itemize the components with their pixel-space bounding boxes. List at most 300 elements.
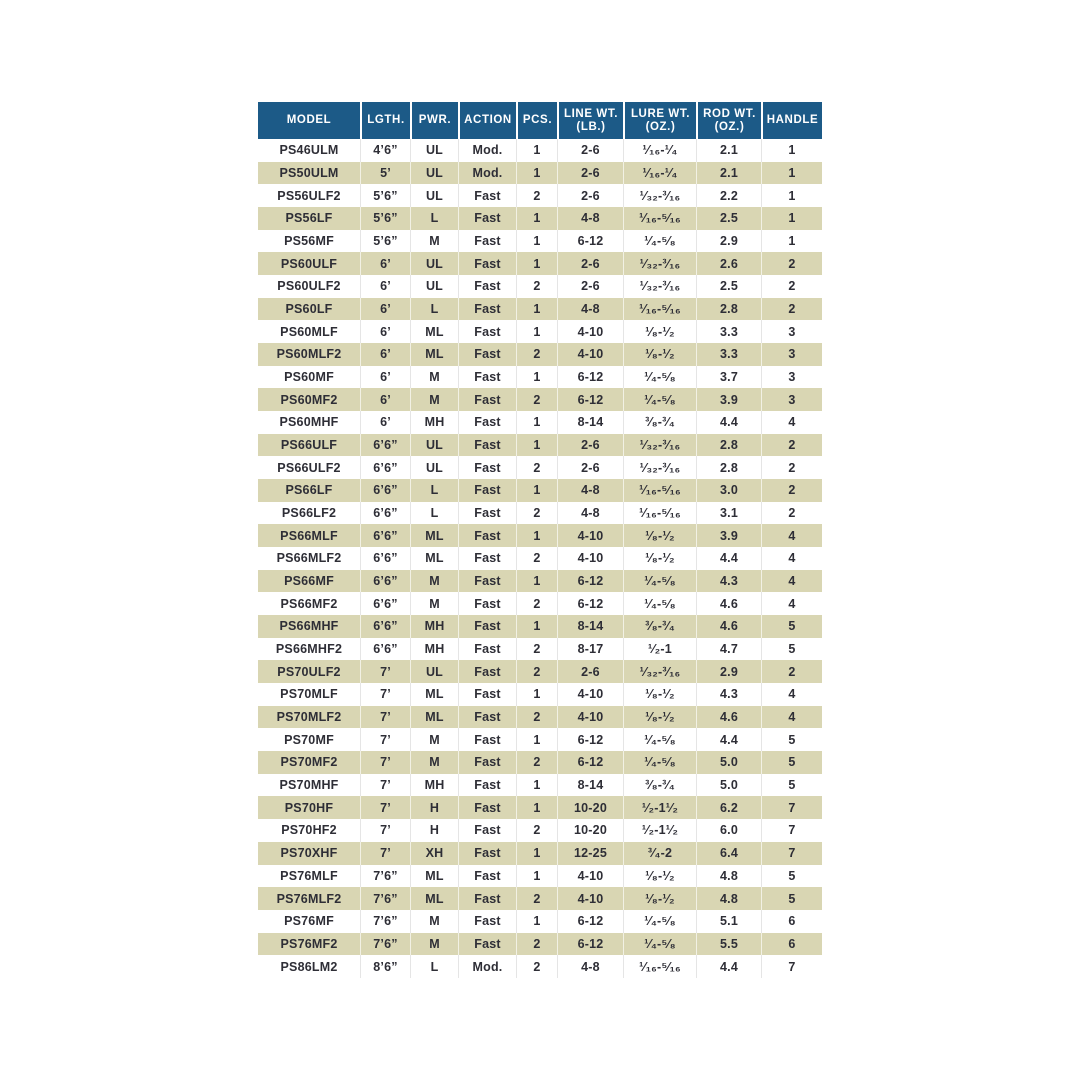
cell-line-wt: 4-10 [557, 865, 623, 888]
cell-lure-wt: ³⁄₈-³⁄₄ [623, 411, 696, 434]
cell-action: Fast [458, 865, 516, 888]
table-row [258, 366, 822, 389]
cell-pieces: 2 [516, 275, 557, 298]
cell-pieces: 1 [516, 910, 557, 933]
col-header-power [410, 102, 458, 139]
cell-model: PS60MF [258, 366, 360, 389]
cell-action: Fast [458, 819, 516, 842]
cell-length: 4’6” [360, 139, 410, 162]
cell-pieces: 2 [516, 955, 557, 978]
cell-line-wt: 2-6 [557, 456, 623, 479]
cell-pieces: 1 [516, 865, 557, 888]
cell-length: 6’ [360, 320, 410, 343]
col-header-lure-wt [623, 102, 696, 139]
cell-rod-wt: 3.9 [696, 524, 761, 547]
cell-power: M [410, 933, 458, 956]
cell-length: 5’6” [360, 184, 410, 207]
cell-length: 6’6” [360, 456, 410, 479]
cell-lure-wt: ¹⁄₄-⁵⁄₈ [623, 230, 696, 253]
header-row [258, 102, 822, 139]
cell-lure-wt: ¹⁄₁₆-⁵⁄₁₆ [623, 298, 696, 321]
cell-length: 6’6” [360, 638, 410, 661]
cell-handle: 4 [761, 411, 822, 434]
cell-action: Fast [458, 502, 516, 525]
cell-model: PS86LM2 [258, 955, 360, 978]
table-row [258, 865, 822, 888]
cell-pieces: 1 [516, 230, 557, 253]
cell-length: 6’ [360, 275, 410, 298]
cell-length: 7’ [360, 706, 410, 729]
cell-lure-wt: ¹⁄₈-¹⁄₂ [623, 706, 696, 729]
col-header-sub: (OZ.) [645, 120, 676, 133]
cell-action: Fast [458, 592, 516, 615]
cell-model: PS60MLF2 [258, 343, 360, 366]
cell-pieces: 1 [516, 252, 557, 275]
cell-line-wt: 10-20 [557, 819, 623, 842]
cell-lure-wt: ³⁄₈-³⁄₄ [623, 615, 696, 638]
col-header-handle [761, 102, 822, 139]
cell-rod-wt: 5.5 [696, 933, 761, 956]
table-row [258, 615, 822, 638]
cell-action: Fast [458, 933, 516, 956]
cell-rod-wt: 2.5 [696, 207, 761, 230]
cell-power: M [410, 388, 458, 411]
cell-action: Fast [458, 706, 516, 729]
cell-line-wt: 4-10 [557, 683, 623, 706]
cell-model: PS60ULF [258, 252, 360, 275]
col-header-label: PCS. [522, 114, 553, 126]
cell-lure-wt: ¹⁄₁₆-⁵⁄₁₆ [623, 955, 696, 978]
cell-handle: 5 [761, 865, 822, 888]
cell-length: 6’ [360, 366, 410, 389]
table-row [258, 660, 822, 683]
cell-line-wt: 6-12 [557, 910, 623, 933]
cell-line-wt: 6-12 [557, 933, 623, 956]
cell-pieces: 2 [516, 502, 557, 525]
cell-handle: 3 [761, 388, 822, 411]
table-row [258, 592, 822, 615]
cell-handle: 1 [761, 207, 822, 230]
cell-pieces: 1 [516, 683, 557, 706]
col-header-label: ROD WT. [703, 107, 756, 120]
cell-pieces: 1 [516, 796, 557, 819]
cell-action: Fast [458, 298, 516, 321]
cell-power: ML [410, 524, 458, 547]
cell-rod-wt: 2.9 [696, 660, 761, 683]
table-row [258, 910, 822, 933]
cell-lure-wt: ¹⁄₂-1¹⁄₂ [623, 796, 696, 819]
cell-model: PS60LF [258, 298, 360, 321]
cell-model: PS66MLF2 [258, 547, 360, 570]
cell-rod-wt: 2.8 [696, 434, 761, 457]
cell-model: PS70ULF2 [258, 660, 360, 683]
cell-model: PS76MF2 [258, 933, 360, 956]
cell-lure-wt: ¹⁄₄-⁵⁄₈ [623, 592, 696, 615]
cell-power: UL [410, 660, 458, 683]
cell-length: 6’6” [360, 434, 410, 457]
cell-power: M [410, 230, 458, 253]
cell-power: UL [410, 434, 458, 457]
cell-length: 6’ [360, 411, 410, 434]
cell-model: PS70XHF [258, 842, 360, 865]
cell-model: PS60MHF [258, 411, 360, 434]
cell-length: 6’6” [360, 524, 410, 547]
cell-rod-wt: 4.6 [696, 615, 761, 638]
cell-pieces: 1 [516, 570, 557, 593]
cell-action: Fast [458, 660, 516, 683]
cell-action: Fast [458, 842, 516, 865]
cell-lure-wt: ¹⁄₁₆-¹⁄₄ [623, 139, 696, 162]
cell-lure-wt: ¹⁄₃₂-³⁄₁₆ [623, 434, 696, 457]
table-row [258, 343, 822, 366]
table-row [258, 683, 822, 706]
table-row [258, 434, 822, 457]
cell-lure-wt: ¹⁄₄-⁵⁄₈ [623, 570, 696, 593]
cell-lure-wt: ¹⁄₈-¹⁄₂ [623, 683, 696, 706]
cell-rod-wt: 2.1 [696, 162, 761, 185]
cell-power: XH [410, 842, 458, 865]
cell-lure-wt: ¹⁄₈-¹⁄₂ [623, 320, 696, 343]
cell-model: PS66MHF2 [258, 638, 360, 661]
cell-handle: 4 [761, 592, 822, 615]
cell-handle: 7 [761, 955, 822, 978]
cell-length: 5’6” [360, 207, 410, 230]
cell-rod-wt: 4.7 [696, 638, 761, 661]
cell-power: M [410, 570, 458, 593]
cell-length: 6’6” [360, 547, 410, 570]
cell-handle: 2 [761, 479, 822, 502]
cell-rod-wt: 2.8 [696, 456, 761, 479]
cell-length: 7’6” [360, 865, 410, 888]
cell-rod-wt: 2.9 [696, 230, 761, 253]
table-row [258, 706, 822, 729]
col-header-label: MODEL [286, 114, 332, 126]
col-header-label: HANDLE [766, 114, 819, 126]
table-row [258, 207, 822, 230]
cell-handle: 4 [761, 524, 822, 547]
cell-length: 6’6” [360, 615, 410, 638]
cell-pieces: 1 [516, 842, 557, 865]
col-header-length [360, 102, 410, 139]
cell-pieces: 2 [516, 456, 557, 479]
cell-model: PS66MLF [258, 524, 360, 547]
cell-line-wt: 8-14 [557, 411, 623, 434]
cell-power: UL [410, 252, 458, 275]
cell-length: 6’6” [360, 592, 410, 615]
cell-power: UL [410, 184, 458, 207]
cell-power: M [410, 366, 458, 389]
cell-lure-wt: ³⁄₄-2 [623, 842, 696, 865]
cell-rod-wt: 5.1 [696, 910, 761, 933]
cell-line-wt: 2-6 [557, 434, 623, 457]
cell-length: 7’6” [360, 933, 410, 956]
cell-handle: 2 [761, 298, 822, 321]
cell-length: 8’6” [360, 955, 410, 978]
cell-rod-wt: 3.3 [696, 320, 761, 343]
cell-handle: 2 [761, 660, 822, 683]
cell-rod-wt: 4.8 [696, 887, 761, 910]
cell-model: PS66LF2 [258, 502, 360, 525]
cell-pieces: 2 [516, 388, 557, 411]
cell-model: PS70HF2 [258, 819, 360, 842]
cell-line-wt: 4-10 [557, 320, 623, 343]
cell-lure-wt: ¹⁄₃₂-³⁄₁₆ [623, 660, 696, 683]
cell-pieces: 1 [516, 434, 557, 457]
cell-handle: 5 [761, 638, 822, 661]
cell-power: L [410, 298, 458, 321]
cell-lure-wt: ¹⁄₄-⁵⁄₈ [623, 910, 696, 933]
table-row [258, 570, 822, 593]
table-row [258, 955, 822, 978]
table-row [258, 933, 822, 956]
cell-action: Fast [458, 570, 516, 593]
table-row [258, 320, 822, 343]
cell-handle: 6 [761, 933, 822, 956]
cell-pieces: 1 [516, 207, 557, 230]
cell-pieces: 2 [516, 660, 557, 683]
cell-pieces: 2 [516, 706, 557, 729]
cell-pieces: 2 [516, 887, 557, 910]
cell-action: Fast [458, 796, 516, 819]
cell-lure-wt: ³⁄₈-³⁄₄ [623, 774, 696, 797]
cell-pieces: 1 [516, 479, 557, 502]
cell-power: ML [410, 683, 458, 706]
cell-length: 6’ [360, 388, 410, 411]
cell-pieces: 2 [516, 819, 557, 842]
cell-model: PS70MLF2 [258, 706, 360, 729]
cell-line-wt: 8-17 [557, 638, 623, 661]
cell-pieces: 1 [516, 615, 557, 638]
cell-handle: 7 [761, 842, 822, 865]
cell-length: 6’6” [360, 479, 410, 502]
cell-model: PS76MLF2 [258, 887, 360, 910]
cell-model: PS56MF [258, 230, 360, 253]
cell-pieces: 1 [516, 524, 557, 547]
cell-rod-wt: 6.0 [696, 819, 761, 842]
cell-handle: 5 [761, 615, 822, 638]
cell-model: PS56LF [258, 207, 360, 230]
cell-action: Fast [458, 638, 516, 661]
cell-model: PS76MLF [258, 865, 360, 888]
cell-rod-wt: 4.8 [696, 865, 761, 888]
cell-power: MH [410, 774, 458, 797]
table-row [258, 252, 822, 275]
cell-action: Fast [458, 615, 516, 638]
cell-pieces: 1 [516, 366, 557, 389]
cell-lure-wt: ¹⁄₄-⁵⁄₈ [623, 751, 696, 774]
cell-model: PS50ULM [258, 162, 360, 185]
table-row [258, 502, 822, 525]
cell-line-wt: 4-10 [557, 524, 623, 547]
col-header-action [458, 102, 516, 139]
cell-handle: 4 [761, 706, 822, 729]
cell-handle: 2 [761, 502, 822, 525]
cell-length: 5’6” [360, 230, 410, 253]
cell-line-wt: 4-10 [557, 547, 623, 570]
cell-line-wt: 6-12 [557, 570, 623, 593]
cell-length: 7’ [360, 796, 410, 819]
cell-action: Fast [458, 252, 516, 275]
col-header-rod-wt [696, 102, 761, 139]
cell-line-wt: 2-6 [557, 184, 623, 207]
cell-action: Fast [458, 366, 516, 389]
cell-rod-wt: 6.4 [696, 842, 761, 865]
cell-power: L [410, 955, 458, 978]
cell-line-wt: 6-12 [557, 728, 623, 751]
cell-handle: 4 [761, 683, 822, 706]
cell-handle: 3 [761, 366, 822, 389]
cell-action: Fast [458, 456, 516, 479]
cell-pieces: 2 [516, 638, 557, 661]
cell-rod-wt: 2.6 [696, 252, 761, 275]
cell-length: 7’ [360, 660, 410, 683]
cell-handle: 5 [761, 751, 822, 774]
cell-length: 6’ [360, 298, 410, 321]
cell-lure-wt: ¹⁄₁₆-⁵⁄₁₆ [623, 502, 696, 525]
col-header-pieces [516, 102, 557, 139]
cell-length: 7’6” [360, 910, 410, 933]
cell-power: L [410, 479, 458, 502]
col-header-label: ACTION [464, 114, 512, 126]
cell-length: 6’6” [360, 502, 410, 525]
cell-rod-wt: 3.9 [696, 388, 761, 411]
cell-power: MH [410, 615, 458, 638]
cell-lure-wt: ¹⁄₄-⁵⁄₈ [623, 933, 696, 956]
cell-model: PS66ULF2 [258, 456, 360, 479]
cell-line-wt: 4-10 [557, 706, 623, 729]
cell-lure-wt: ¹⁄₈-¹⁄₂ [623, 887, 696, 910]
cell-action: Fast [458, 411, 516, 434]
table-row [258, 638, 822, 661]
cell-action: Fast [458, 343, 516, 366]
cell-lure-wt: ¹⁄₃₂-³⁄₁₆ [623, 184, 696, 207]
table-row [258, 184, 822, 207]
cell-power: M [410, 751, 458, 774]
cell-handle: 6 [761, 910, 822, 933]
cell-action: Fast [458, 434, 516, 457]
cell-power: ML [410, 865, 458, 888]
cell-model: PS70MLF [258, 683, 360, 706]
cell-action: Fast [458, 230, 516, 253]
cell-line-wt: 4-8 [557, 207, 623, 230]
cell-rod-wt: 5.0 [696, 751, 761, 774]
cell-action: Fast [458, 774, 516, 797]
cell-lure-wt: ¹⁄₈-¹⁄₂ [623, 547, 696, 570]
cell-pieces: 1 [516, 298, 557, 321]
cell-length: 7’ [360, 683, 410, 706]
cell-power: UL [410, 139, 458, 162]
cell-length: 6’ [360, 343, 410, 366]
cell-lure-wt: ¹⁄₃₂-³⁄₁₆ [623, 456, 696, 479]
cell-action: Fast [458, 184, 516, 207]
cell-model: PS70MF2 [258, 751, 360, 774]
cell-rod-wt: 4.4 [696, 547, 761, 570]
col-header-label: LGTH. [367, 114, 405, 126]
cell-action: Mod. [458, 139, 516, 162]
table-header [258, 102, 822, 139]
cell-pieces: 1 [516, 774, 557, 797]
cell-rod-wt: 3.7 [696, 366, 761, 389]
cell-handle: 5 [761, 774, 822, 797]
table-row [258, 162, 822, 185]
cell-handle: 2 [761, 434, 822, 457]
cell-action: Fast [458, 275, 516, 298]
cell-length: 5’ [360, 162, 410, 185]
col-header-label: LINE WT. [564, 107, 618, 120]
cell-rod-wt: 3.1 [696, 502, 761, 525]
table-row [258, 887, 822, 910]
table-row [258, 456, 822, 479]
cell-pieces: 1 [516, 139, 557, 162]
cell-power: MH [410, 411, 458, 434]
cell-line-wt: 4-8 [557, 502, 623, 525]
table-row [258, 524, 822, 547]
cell-rod-wt: 6.2 [696, 796, 761, 819]
cell-pieces: 2 [516, 343, 557, 366]
cell-power: L [410, 207, 458, 230]
cell-pieces: 1 [516, 320, 557, 343]
cell-power: M [410, 592, 458, 615]
table-row [258, 388, 822, 411]
cell-handle: 1 [761, 162, 822, 185]
cell-line-wt: 4-10 [557, 887, 623, 910]
cell-rod-wt: 2.5 [696, 275, 761, 298]
cell-lure-wt: ¹⁄₁₆-⁵⁄₁₆ [623, 207, 696, 230]
cell-power: MH [410, 638, 458, 661]
cell-lure-wt: ¹⁄₈-¹⁄₂ [623, 865, 696, 888]
col-header-sub: (OZ.) [714, 120, 745, 133]
cell-handle: 1 [761, 230, 822, 253]
table-row [258, 547, 822, 570]
cell-rod-wt: 4.3 [696, 570, 761, 593]
cell-power: ML [410, 706, 458, 729]
cell-pieces: 2 [516, 547, 557, 570]
cell-rod-wt: 4.6 [696, 706, 761, 729]
cell-power: M [410, 910, 458, 933]
cell-length: 7’ [360, 751, 410, 774]
cell-rod-wt: 3.0 [696, 479, 761, 502]
cell-power: ML [410, 887, 458, 910]
col-header-label: PWR. [418, 114, 452, 126]
col-header-line-wt [557, 102, 623, 139]
cell-action: Fast [458, 207, 516, 230]
cell-handle: 7 [761, 796, 822, 819]
cell-length: 7’ [360, 819, 410, 842]
cell-length: 6’6” [360, 570, 410, 593]
cell-rod-wt: 2.1 [696, 139, 761, 162]
cell-lure-wt: ¹⁄₂-1 [623, 638, 696, 661]
cell-action: Mod. [458, 955, 516, 978]
table-row [258, 479, 822, 502]
cell-line-wt: 12-25 [557, 842, 623, 865]
cell-action: Fast [458, 524, 516, 547]
rod-spec-table [258, 102, 822, 978]
cell-action: Fast [458, 728, 516, 751]
cell-pieces: 2 [516, 184, 557, 207]
table-row [258, 819, 822, 842]
table-row [258, 411, 822, 434]
cell-power: H [410, 796, 458, 819]
cell-pieces: 1 [516, 162, 557, 185]
cell-rod-wt: 5.0 [696, 774, 761, 797]
cell-length: 7’6” [360, 887, 410, 910]
cell-pieces: 1 [516, 411, 557, 434]
table-row [258, 796, 822, 819]
table-row [258, 728, 822, 751]
cell-pieces: 1 [516, 728, 557, 751]
cell-line-wt: 6-12 [557, 230, 623, 253]
table-row [258, 139, 822, 162]
